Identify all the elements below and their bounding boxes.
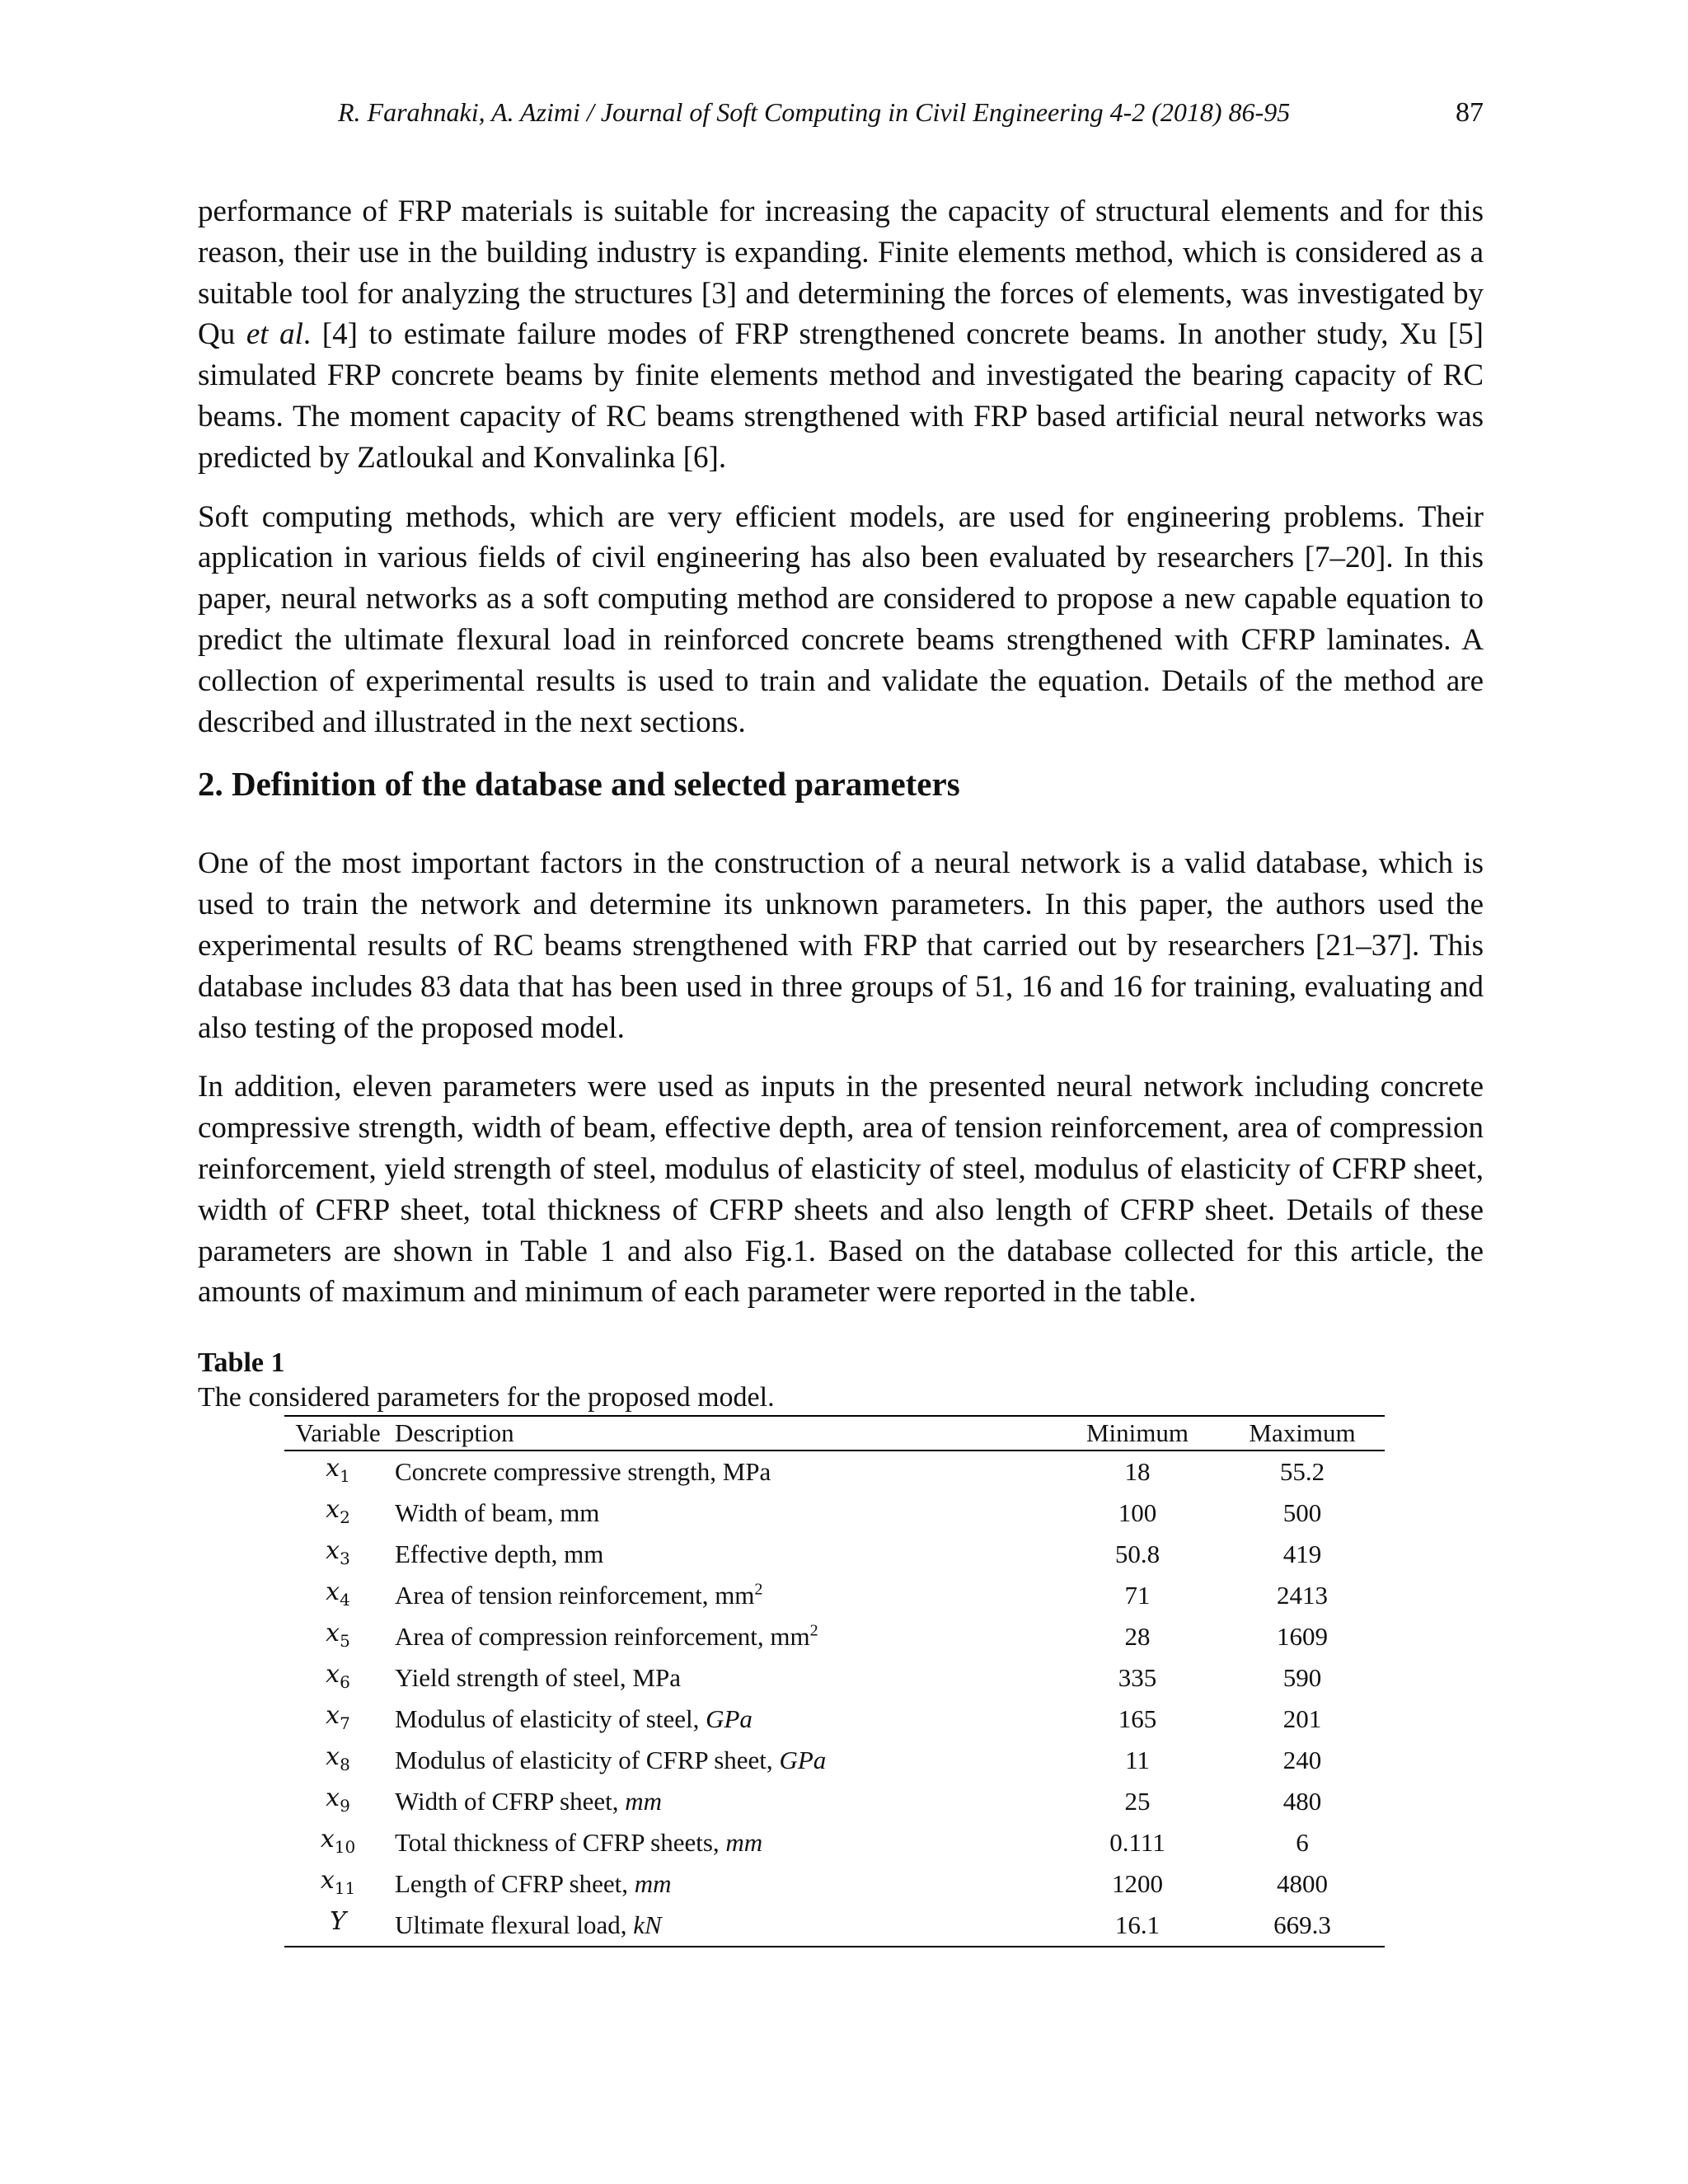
cell-maximum: 480 (1282, 1787, 1322, 1816)
cell-variable (284, 1822, 392, 1863)
section-paragraph-1: One of the most important factors in the construction of a neural network is a valid database, which is used to train the network and determine its unknown parameters. In this paper, the authors used the experimental results of RC beams strengthened with FRP that carried out by researchers [21–37]. This database includes 83 data that has been used in three groups of 51, 16 and 16 for training, evaluating and also testing of the proposed model. (198, 846, 1484, 1045)
cell-variable (284, 1575, 392, 1616)
cell-description: Area of tension reinforcement, $mm^2$ (395, 1580, 763, 1610)
page-number: 87 (1456, 97, 1484, 128)
cell-maximum: 240 (1282, 1746, 1322, 1775)
variable-symbol: $x_1$ (326, 1454, 350, 1487)
unit-text: mm (625, 1787, 662, 1816)
cell-variable (284, 1699, 392, 1740)
cell-maximum: 55.2 (1279, 1457, 1325, 1487)
article-body (198, 191, 1484, 1947)
variable-symbol: $x_8$ (326, 1742, 350, 1775)
header-variable: Variable (284, 1416, 392, 1451)
cell-minimum: 71 (1124, 1581, 1151, 1610)
table-body (284, 1451, 1385, 1947)
section-heading: 2. Definition of the database and selected parameters (198, 765, 960, 804)
cell-minimum: 18 (1124, 1457, 1151, 1487)
cell-minimum: 16.1 (1055, 1905, 1220, 1947)
variable-symbol: $x_9$ (326, 1783, 350, 1816)
cell-maximum: 1609 (1277, 1622, 1328, 1652)
variable-symbol: $x_{11}$ (320, 1866, 356, 1899)
cell-description: Modulus of elasticity of steel, GPa (395, 1704, 753, 1734)
parameters-table (284, 1415, 1385, 1947)
table-label: Table 1 (198, 1347, 285, 1379)
header-description: Description (392, 1416, 1055, 1451)
cell-minimum: 165 (1118, 1704, 1157, 1734)
cell-maximum: 419 (1282, 1540, 1322, 1569)
cell-variable (284, 1616, 392, 1657)
cell-minimum: 100 (1118, 1498, 1157, 1528)
cell-description: Width of CFRP sheet, mm (395, 1787, 662, 1816)
cell-description: Total thickness of CFRP sheets, mm (395, 1828, 763, 1858)
unit-text: GPa (706, 1704, 753, 1734)
cell-description: Area of compression reinforcement, $mm^2$ (395, 1621, 818, 1652)
variable-symbol: $x_6$ (326, 1660, 350, 1693)
section-paragraph-2: In addition, eleven parameters were used as inputs in the presented neural network including concrete compressive strength, width of beam, effective depth, area of tension reinforcement, area of compression reinforcement, yield strength of steel, modulus of elasticity of steel, modulus of elasticity of CFRP sheet, width of CFRP sheet, total thickness of CFRP sheets and also length of CFRP sheet. Details of these parameters are shown in Table 1 and also Fig.1. Based on the database collected for this article, the amounts of maximum and minimum of each parameter were reported in the table. (198, 1070, 1484, 1310)
table-caption-text: The considered parameters for the proposed model. (198, 1382, 775, 1413)
body-paragraph-2: Soft computing methods, which are very efficient models, are used for engineering problems. Their application in various fields of civil engineering has also been evaluated by researchers [7–20]. In this paper, neural networks as a soft computing method are considered to propose a new capable equation to predict the ultimate flexural load in reinforced concrete beams strengthened with CFRP laminates. A collection of experimental results is used to train and validate the equation. Details of the method are described and illustrated in the next sections. (198, 499, 1484, 739)
cell-minimum: 50.8 (1114, 1540, 1160, 1569)
table-row (284, 1822, 1385, 1863)
cell-minimum: 11 (1125, 1746, 1150, 1775)
cell-description: Concrete compressive strength, MPa (395, 1457, 771, 1487)
unit-text: kN (633, 1910, 662, 1940)
variable-symbol: $x_4$ (326, 1577, 350, 1610)
unit-text: mm (725, 1828, 763, 1858)
table-row (284, 1493, 1385, 1534)
cell-description: Width of beam, mm (395, 1498, 600, 1528)
variable-symbol: Y (330, 1907, 346, 1937)
unit-text: mm (634, 1869, 672, 1899)
variable-symbol: $x_5$ (326, 1619, 350, 1652)
table-row (284, 1905, 1385, 1947)
unit-text: GPa (779, 1746, 827, 1775)
cell-maximum: 500 (1282, 1498, 1322, 1528)
cell-maximum: 669.3 (1220, 1905, 1385, 1947)
cell-variable (284, 1534, 392, 1575)
cell-variable (284, 1863, 392, 1905)
cell-minimum: 28 (1124, 1622, 1151, 1652)
cell-variable (284, 1781, 392, 1822)
table-row (284, 1657, 1385, 1699)
variable-symbol: $x_{10}$ (320, 1825, 356, 1858)
cell-maximum: 6 (1296, 1828, 1309, 1858)
cell-minimum: 1200 (1112, 1869, 1163, 1899)
page-header (198, 97, 1484, 138)
header-minimum: Minimum (1055, 1416, 1220, 1451)
cell-variable (284, 1905, 392, 1947)
cell-minimum: 0.111 (1109, 1828, 1165, 1858)
table-row (284, 1699, 1385, 1740)
cell-minimum: 25 (1124, 1787, 1151, 1816)
cell-variable (284, 1451, 392, 1493)
table-row (284, 1451, 1385, 1493)
variable-symbol: $x_3$ (326, 1536, 350, 1569)
emphasis-et-al: et al (246, 317, 303, 352)
cell-maximum: 4800 (1277, 1869, 1328, 1899)
header-maximum: Maximum (1220, 1416, 1385, 1451)
table-row (284, 1863, 1385, 1905)
body-paragraph-1: performance of FRP materials is suitable for increasing the capacity of structural elements and for this reason, their use in the building industry is expanding. Finite elements method, which is considered as a suitable tool for analyzing the structures [3] and determining the forces of elements, was investigated by Qu et al. [4] to estimate failure modes of FRP strengthened concrete beams. In another study, Xu [5] simulated FRP concrete beams by finite elements method and investigated the bearing capacity of RC beams. The moment capacity of RC beams strengthened with FRP based artificial neural networks was predicted by Zatloukal and Konvalinka [6]. (198, 194, 1484, 475)
variable-symbol: $x_2$ (326, 1495, 350, 1528)
cell-maximum: 201 (1282, 1704, 1322, 1734)
cell-maximum: 590 (1282, 1663, 1322, 1693)
table-header-row (284, 1416, 1385, 1451)
cell-description: Modulus of elasticity of CFRP sheet, GPa (395, 1746, 827, 1775)
cell-minimum: 335 (1118, 1663, 1157, 1693)
running-head: R. Farahnaki, A. Azimi / Journal of Soft Computing in Civil Engineering 4-2 (2018) 86-95 (338, 97, 1291, 127)
table-row (284, 1616, 1385, 1657)
table-row (284, 1534, 1385, 1575)
cell-description: Yield strength of steel, MPa (395, 1663, 681, 1693)
cell-variable (284, 1657, 392, 1699)
table-row (284, 1740, 1385, 1781)
variable-symbol: $x_7$ (326, 1701, 350, 1734)
cell-variable (284, 1740, 392, 1781)
cell-maximum: 2413 (1277, 1581, 1328, 1610)
table-row (284, 1781, 1385, 1822)
cell-description: Ultimate flexural load, kN (392, 1905, 1055, 1947)
table-row (284, 1575, 1385, 1616)
cell-description: Effective depth, mm (395, 1540, 604, 1569)
cell-description: Length of CFRP sheet, mm (395, 1869, 672, 1899)
table-caption (198, 1346, 1484, 1415)
cell-variable (284, 1493, 392, 1534)
